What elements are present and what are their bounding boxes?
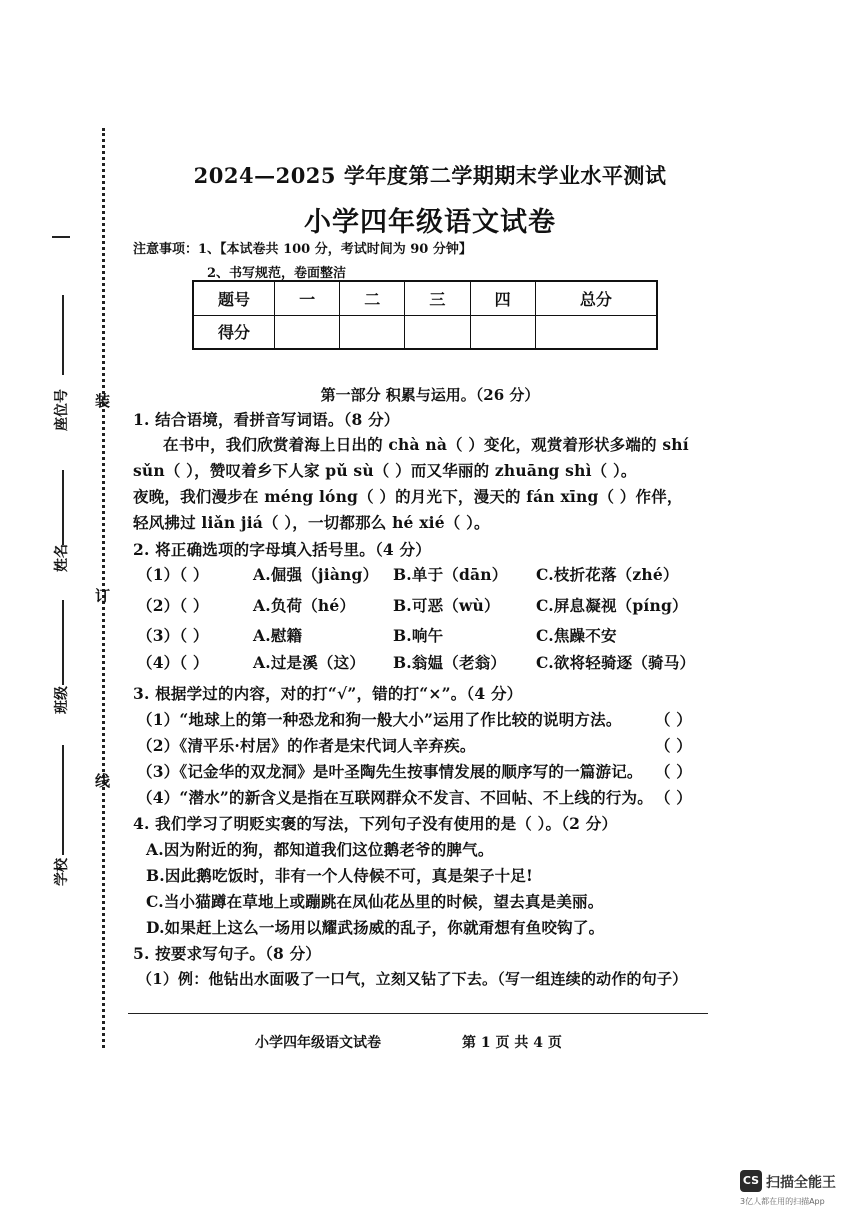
- q2-row4-c: C.欲将轻骑逐（骑马）: [536, 653, 696, 672]
- seat-label: 座位号: [54, 389, 70, 431]
- binding-mark-ding: 订: [95, 587, 111, 605]
- q3-blank-3: （ ）: [655, 762, 692, 781]
- q2-title: 2. 将正确选项的字母填入括号里。（4 分）: [133, 540, 431, 559]
- q3-item-4: （4）“潜水”的新含义是指在互联网群众不发言、不回帖、不上线的行为。: [137, 788, 653, 807]
- score-blank-cell: [275, 315, 340, 349]
- notice-2: 2、书写规范，卷面整洁: [207, 266, 347, 281]
- footer-rule: [128, 1013, 708, 1014]
- q4-option-d: D.如果赶上这么一场用以耀武扬威的乱子，你就甭想有鱼咬钩了。: [146, 918, 605, 937]
- score-row-label: 得分: [193, 315, 275, 349]
- q3-title: 3. 根据学过的内容，对的打“√”，错的打“×”。（4 分）: [133, 684, 523, 703]
- binding-mark-xian: 线: [95, 772, 111, 790]
- q3-item-2: （2）《清平乐·村居》的作者是宋代词人辛弃疾。: [137, 736, 476, 755]
- q1-title: 1. 结合语境，看拼音写词语。（8 分）: [133, 410, 400, 429]
- score-table: [192, 280, 658, 350]
- part1-title: 第一部分 积累与运用。（26 分）: [320, 386, 540, 404]
- name-label: 姓名: [54, 544, 70, 572]
- q2-row3-a: A.慰籍: [253, 626, 303, 645]
- score-header-cell: 四: [470, 281, 535, 315]
- exam-subtitle: 小学四年级语文试卷: [304, 207, 556, 238]
- q4-option-b: B.因此鹅吃饭时，非有一个人侍候不可，真是架子十足!: [146, 866, 534, 885]
- score-blank-cell: [405, 315, 470, 349]
- q2-row4-b: B.翁媪（老翁）: [393, 653, 507, 672]
- q4-option-a: A.因为附近的狗，都知道我们这位鹅老爷的脾气。: [146, 840, 494, 859]
- q3-item-1: （1）“地球上的第一种恐龙和狗一般大小”运用了作比较的说明方法。: [137, 710, 622, 729]
- footer-page: 第 1 页 共 4 页: [462, 1035, 562, 1051]
- q1-line3: 夜晚，我们漫步在 méng lóng（ ）的月光下，漫天的 fán xīng（ ）作伴，: [133, 487, 683, 506]
- score-header-cell: 二: [340, 281, 405, 315]
- q2-row3-num: （3）（ ）: [137, 626, 209, 645]
- q2-row2-b: B.可恶（wù）: [393, 596, 500, 615]
- q4-option-c: C.当小猫蹲在草地上或蹦跳在凤仙花丛里的时候，望去真是美丽。: [146, 892, 604, 911]
- score-header-cell: 一: [275, 281, 340, 315]
- q3-blank-1: （ ）: [655, 710, 692, 729]
- score-blank-cell: [340, 315, 405, 349]
- q2-row1-b: B.单于（dān）: [393, 565, 508, 584]
- camscanner-tagline: 3亿人都在用的扫描App: [740, 1197, 825, 1206]
- score-blank-cell: [470, 315, 535, 349]
- camscanner-logo-icon: CS: [740, 1170, 762, 1192]
- q2-row2-a: A.负荷（hé）: [253, 596, 356, 615]
- q2-row1-a: A.倔强（jiàng）: [253, 565, 379, 584]
- notice-1: 注意事项：1、【本试卷共 100 分，考试时间为 90 分钟】: [133, 242, 472, 257]
- q2-row4-a: A.过是溪（这）: [253, 653, 366, 672]
- seat-underline: [62, 295, 64, 375]
- q4-title: 4. 我们学习了明贬实褒的写法，下列句子没有使用的是（ ）。（2 分）: [133, 814, 618, 833]
- class-label: 班级: [54, 686, 70, 714]
- binding-mark-zhuang: 装: [95, 392, 111, 410]
- q2-row3-b: B.响午: [393, 626, 444, 645]
- score-header-cell: 题号: [193, 281, 275, 315]
- footer-title: 小学四年级语文试卷: [255, 1035, 381, 1051]
- q2-row4-num: （4）（ ）: [137, 653, 209, 672]
- name-underline: [62, 470, 64, 545]
- q2-row2-num: （2）（ ）: [137, 596, 209, 615]
- q2-row1-c: C.枝折花落（zhé）: [536, 565, 679, 584]
- q3-blank-4: （ ）: [655, 788, 692, 807]
- class-underline: [62, 600, 64, 685]
- q5-line1: （1）例：他钻出水面吸了一口气，立刻又钻了下去。（写一组连续的动作的句子）: [137, 970, 688, 988]
- score-blank-cell: [535, 315, 657, 349]
- q3-blank-2: （ ）: [655, 736, 692, 755]
- camscanner-name: 扫描全能王: [766, 1175, 836, 1191]
- q2-row1-num: （1）（ ）: [137, 565, 209, 584]
- q1-line1: 在书中，我们欣赏着海上日出的 chà nà（ ）变化，观赏着形状多端的 shí: [163, 435, 689, 454]
- score-header-cell: 三: [405, 281, 470, 315]
- q1-line4: 轻风拂过 liǎn jiá（ ），一切都那么 hé xié（ ）。: [133, 513, 490, 532]
- exam-title: 2024—2025 学年度第二学期期末学业水平测试: [193, 163, 667, 188]
- score-header-cell: 总分: [535, 281, 657, 315]
- school-label: 学校: [54, 858, 70, 886]
- q2-row2-c: C.屏息凝视（píng）: [536, 596, 688, 615]
- school-underline: [62, 745, 64, 855]
- q5-title: 5. 按要求写句子。（8 分）: [133, 944, 322, 963]
- q2-row3-c: C.焦躁不安: [536, 626, 617, 645]
- q1-line2: sǔn（ ），赞叹着乡下人家 pǔ sù（ ）而又华丽的 zhuāng shì（ ）。: [133, 461, 637, 480]
- q3-item-3: （3）《记金华的双龙洞》是叶圣陶先生按事情发展的顺序写的一篇游记。: [137, 762, 643, 781]
